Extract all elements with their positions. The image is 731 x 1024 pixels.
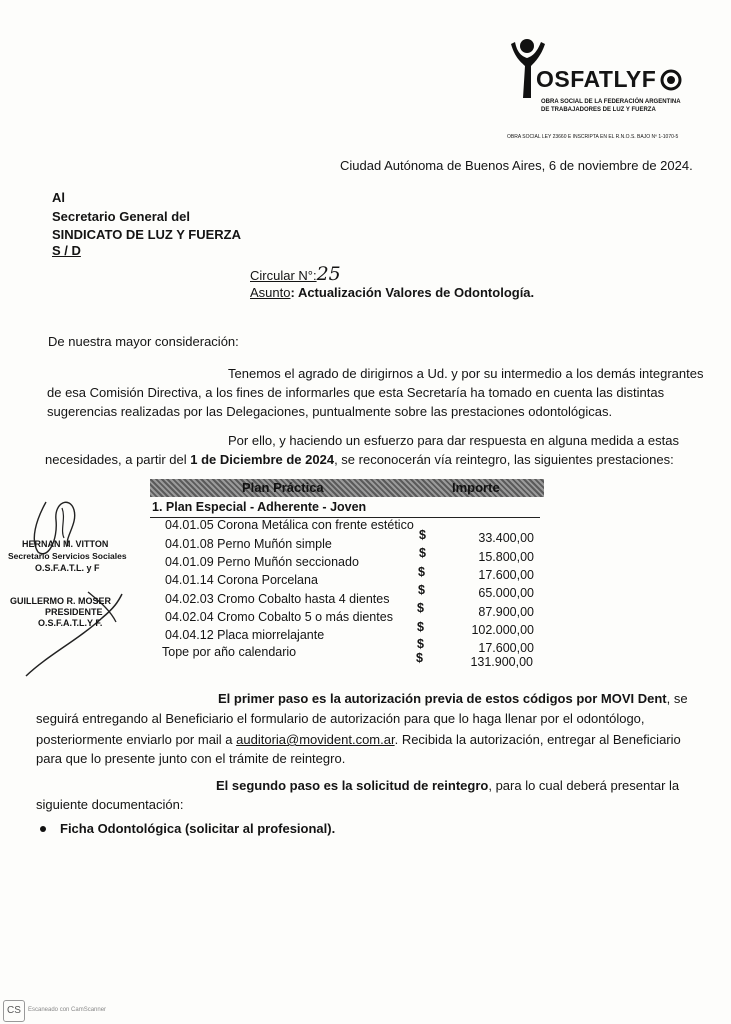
signature-scribble-icon — [18, 490, 138, 685]
total-currency: $ — [416, 651, 423, 665]
logo-subtitle-line2: DE TRABAJADORES DE LUZ Y FUERZA — [541, 107, 656, 113]
table-row-text: Corona Metálica con frente estético — [217, 518, 414, 532]
signer-1-org: O.S.F.A.T.L. y F — [35, 563, 100, 573]
paragraph-2-date: 1 de Diciembre de 2024 — [190, 452, 335, 467]
table-row-description — [165, 537, 332, 551]
logo-registry: OBRA SOCIAL LEY 23660 E INSCRIPTA EN EL R.N.O.S. BAJO Nº 1-1070-5 — [507, 134, 679, 140]
table-row-text: Placa miorrelajante — [217, 628, 325, 642]
table-row-code: 04.01.09 — [165, 555, 214, 569]
paragraph-4-bold: El segundo paso es la solicitud de reintegro — [216, 778, 489, 793]
scanner-footer: Escaneado con CamScanner — [28, 1007, 107, 1013]
table-row-currency: $ — [419, 528, 426, 542]
table-row-currency: $ — [417, 620, 424, 634]
table-row-code: 04.02.04 — [165, 610, 214, 624]
table-row-code: 04.01.05 — [165, 518, 214, 532]
paragraph-4-line-2: siguiente documentación: — [36, 797, 184, 812]
paragraph-3-text-b: . Recibida la autorización, entregar al Beneficiario — [394, 732, 681, 747]
signer-1-name: HERNAN M. VITTON — [22, 539, 109, 549]
table-row-code: 04.04.12 — [165, 628, 214, 642]
paragraph-3-line-2: seguirá entregando al Beneficiario el formulario de autorización para que lo haga llenar por el odontólogo, — [36, 711, 645, 726]
table-row-currency: $ — [417, 601, 424, 615]
paragraph-2-text-a: necesidades, a partir del — [45, 452, 191, 467]
table-row-currency: $ — [418, 565, 425, 579]
table-row-amount: 102.000,00 — [471, 623, 534, 637]
circular-label: Circular N°: — [250, 268, 317, 283]
table-row-currency: $ — [419, 546, 426, 560]
signer-2-org: O.S.F.A.T.L.Y F. — [38, 618, 103, 628]
circular-number: 25 — [316, 263, 341, 285]
table-row-code: 04.01.08 — [165, 537, 214, 551]
table-row-code: 04.01.14 — [165, 573, 214, 587]
bullet-item-1: Ficha Odontológica (solicitar al profesional). — [60, 821, 336, 836]
table-row-description — [165, 628, 324, 642]
table-row-amount: 17.600,00 — [478, 641, 534, 655]
table-row-text: Corona Porcelana — [217, 573, 318, 587]
table-section-title: 1. Plan Especial - Adherente - Joven — [152, 500, 367, 514]
email-link[interactable]: auditoria@movident.com.ar — [236, 732, 395, 747]
table-row-description — [165, 592, 389, 606]
table-row-currency: $ — [418, 583, 425, 597]
asunto-label: Asunto — [250, 285, 291, 300]
table-row-description — [165, 555, 359, 569]
greeting: De nuestra mayor consideración: — [48, 334, 239, 349]
date-line: Ciudad Autónoma de Buenos Aires, 6 de noviembre de 2024. — [340, 158, 693, 173]
bullet-dot-icon — [40, 826, 46, 832]
paragraph-3-line-4: para que lo presente junto con el trámite de reintegro. — [36, 751, 346, 766]
signer-1-role: Secretario Servicios Sociales — [8, 551, 127, 561]
table-row-description — [165, 518, 414, 532]
table-row-currency: $ — [417, 637, 424, 651]
table-row-code: 04.02.03 — [165, 592, 214, 606]
signer-2-name: GUILLERMO R. MOSER — [10, 596, 111, 606]
total-amount: 131.900,00 — [470, 655, 533, 669]
paragraph-1-line-3: sugerencias realizadas por las Delegaciones, puntualmente sobre las prestaciones odontológicas. — [47, 404, 613, 419]
total-label: Tope por año calendario — [162, 645, 297, 659]
paragraph-1-line-1: Tenemos el agrado de dirigirnos a Ud. y por su intermedio a los demás integrantes — [228, 366, 704, 381]
table-row-text: Cromo Cobalto 5 o más dientes — [217, 610, 393, 624]
table-row-description — [165, 610, 393, 624]
recipient-line-1: Al — [52, 190, 65, 205]
recipient-line-4: S / D — [52, 243, 81, 258]
camscanner-icon: CS — [3, 1000, 25, 1022]
logo-subtitle-line1: OBRA SOCIAL DE LA FEDERACIÓN ARGENTINA — [541, 99, 681, 105]
recipient-line-3: SINDICATO DE LUZ Y FUERZA — [52, 227, 241, 242]
table-row-text: Perno Muñón seccionado — [217, 555, 359, 569]
table-row-description — [165, 573, 318, 587]
table-row-amount: 15.800,00 — [478, 550, 534, 564]
logo-name: OSFATLYF — [536, 66, 657, 92]
table-row-amount: 87.900,00 — [478, 605, 534, 619]
col-amount-header: Importe — [452, 480, 500, 495]
col-practice-header: Plan Práctica — [242, 480, 324, 495]
paragraph-1-line-2: de esa Comisión Directiva, a los fines de informarles que esta Secretaría ha tomado en cuenta las distintas — [47, 385, 665, 400]
asunto-text: : Actualización Valores de Odontología. — [290, 285, 535, 300]
table-header — [150, 479, 544, 497]
table-row-amount: 65.000,00 — [478, 586, 534, 600]
table-row-amount: 33.400,00 — [478, 531, 534, 545]
paragraph-3-text-a: posteriormente enviarlo por mail a — [36, 732, 237, 747]
paragraph-4-line-1-end: , para lo cual deberá presentar la — [488, 778, 680, 793]
paragraph-3-bold: El primer paso es la autorización previa de estos códigos por MOVI Dent — [218, 691, 667, 706]
paragraph-2-line-1: Por ello, y haciendo un esfuerzo para dar respuesta en alguna medida a estas — [228, 433, 679, 448]
table-row-text: Cromo Cobalto hasta 4 dientes — [217, 592, 390, 606]
recipient-line-2: Secretario General del — [52, 209, 191, 224]
table-row-amount: 17.600,00 — [478, 568, 534, 582]
paragraph-2-text-c: , se reconocerán vía reintegro, las siguientes prestaciones: — [334, 452, 674, 467]
signer-2-role: PRESIDENTE — [45, 607, 103, 617]
paragraph-3-line-1-end: , se — [666, 691, 688, 706]
table-row-text: Perno Muñón simple — [217, 537, 332, 551]
